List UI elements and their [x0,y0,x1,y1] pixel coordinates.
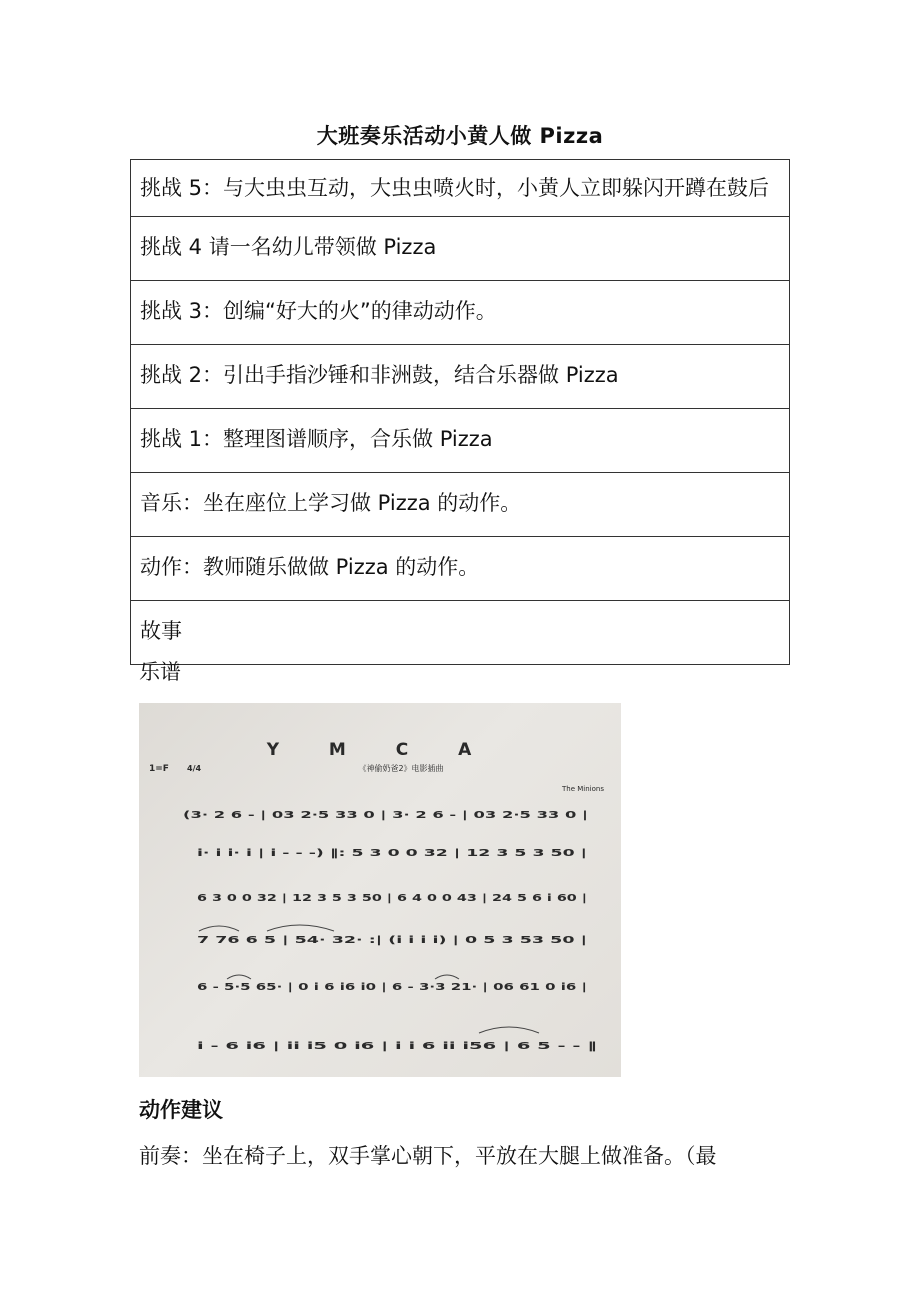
step-cell: 挑战 1：整理图谱顺序，合乐做 Pizza [131,409,790,473]
score-label: 乐谱 [139,660,181,684]
step-cell: 动作：教师随乐做做 Pizza 的动作。 [131,537,790,601]
score-line: 6 - 5·5 65· | 0 i 6 i6 i0 | 6 - 3·3 21· | 06 61 0 i6 | [197,982,587,993]
score-title: Y M C A [266,740,494,760]
document-title: 大班奏乐活动小黄人做 Pizza [316,124,604,148]
paragraph: 前奏：坐在椅子上，双手掌心朝下，平放在大腿上做准备。（最 [139,1144,717,1168]
score-credit: The Minions [562,785,604,793]
table-row [131,409,790,473]
score-line: 7 76 6 5 | 54· 32· :| (i i i i) | 0 5 3 53 50 | [197,935,587,946]
sheet-music-photo [139,703,621,1077]
step-cell: 音乐：坐在座位上学习做 Pizza 的动作。 [131,473,790,537]
step-cell: 挑战 5：与大虫虫互动，大虫虫喷火时，小黄人立即躲闪开蹲在鼓后 [131,160,790,217]
score-time-signature: 4/4 [187,764,202,773]
table-row [131,601,790,665]
score-subtitle: 《神偷奶爸2》电影插曲 [358,764,444,773]
score-line: 6 3 0 0 32 | 12 3 5 3 50 | 6 4 0 0 43 | 24 5 6 i 60 | [197,893,587,904]
step-cell: 故事 [131,601,790,665]
score-line: (3· 2 6 - | 03 2·5 33 0 | 3· 2 6 - | 03 2·5 33 0 | [183,810,588,821]
section-heading: 动作建议 [139,1098,223,1122]
score-key: 1=F [149,764,169,774]
table-row [131,537,790,601]
score-line: i· i i· i | i - - -) ‖: 5 3 0 0 32 | 12 3 5 3 50 | [197,848,587,859]
step-cell: 挑战 3：创编“好大的火”的律动动作。 [131,281,790,345]
step-cell: 挑战 4 请一名幼儿带领做 Pizza [131,217,790,281]
table-row [131,345,790,409]
table-row [131,473,790,537]
score-line: i - 6 i6 | ii i5 0 i6 | i i 6 ii i56 | 6 5 - - ‖ [197,1041,597,1052]
table-row [131,160,790,217]
sheet-music-svg [139,703,621,1077]
activity-steps-table [130,159,790,665]
table-row [131,217,790,281]
step-cell: 挑战 2：引出手指沙锤和非洲鼓，结合乐器做 Pizza [131,345,790,409]
table-row [131,281,790,345]
